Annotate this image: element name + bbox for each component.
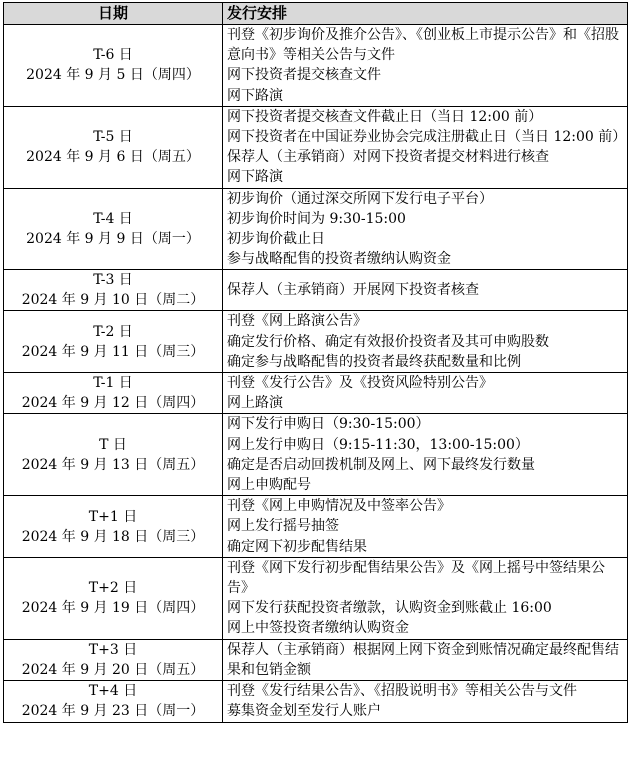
- date-label: 2024 年 9 月 11 日（周三）: [21, 343, 205, 360]
- day-label: T-3 日: [93, 272, 133, 289]
- date-label: 2024 年 9 月 10 日（周二）: [21, 292, 205, 309]
- date-cell: [4, 414, 223, 496]
- schedule-item: 网下路演: [227, 169, 283, 186]
- header-row: [4, 3, 628, 25]
- table-row: [4, 106, 628, 188]
- date-cell: [4, 270, 223, 311]
- table-row: [4, 373, 628, 414]
- schedule-cell: [223, 414, 628, 496]
- day-label: T 日: [99, 436, 127, 453]
- date-cell: [4, 311, 223, 373]
- date-cell: [4, 496, 223, 558]
- date-cell: [4, 373, 223, 414]
- date-cell: [4, 188, 223, 270]
- schedule-item: 网下投资者提交核查文件截止日（当日 12:00 前）: [227, 108, 543, 125]
- table-row: [4, 311, 628, 373]
- table-row: [4, 681, 628, 722]
- date-label: 2024 年 9 月 18 日（周三）: [21, 528, 205, 545]
- schedule-cell: [223, 373, 628, 414]
- table-row: [4, 270, 628, 311]
- header-schedule: 发行安排: [223, 3, 628, 25]
- date-label: 2024 年 9 月 9 日（周一）: [26, 231, 200, 248]
- date-cell: [4, 557, 223, 639]
- schedule-item: 网下发行申购日（9:30-15:00）: [227, 416, 430, 433]
- schedule-item: 确定参与战略配售的投资者最终获配数量和比例: [227, 353, 521, 370]
- day-label: T-4 日: [93, 211, 133, 228]
- schedule-item: 保荐人（主承销商）开展网下投资者核查: [227, 282, 479, 299]
- schedule-item: 刊登《网上路演公告》: [227, 313, 367, 330]
- schedule-cell: [223, 639, 628, 680]
- schedule-item: 初步询价（通过深交所网下发行电子平台）: [227, 190, 493, 207]
- schedule-item: 初步询价时间为 9:30-15:00: [227, 210, 406, 227]
- date-label: 2024 年 9 月 12 日（周四）: [21, 395, 205, 412]
- day-label: T+3 日: [88, 641, 138, 658]
- date-label: 2024 年 9 月 13 日（周五）: [21, 456, 205, 473]
- schedule-item: 网上申购配号: [227, 477, 311, 494]
- schedule-item: 募集资金划至发行人账户: [227, 703, 381, 720]
- schedule-cell: [223, 25, 628, 107]
- schedule-cell: [223, 188, 628, 270]
- schedule-item: 网上中签投资者缴纳认购资金: [227, 620, 409, 637]
- day-label: T+4 日: [88, 683, 138, 700]
- schedule-item: 确定是否启动回拨机制及网上、网下最终发行数量: [227, 456, 535, 473]
- schedule-item: 确定发行价格、确定有效报价投资者及其可申购股数: [227, 333, 549, 350]
- schedule-item: 网下路演: [227, 87, 283, 104]
- schedule-item: 参与战略配售的投资者缴纳认购资金: [227, 251, 451, 268]
- day-label: T-2 日: [93, 323, 133, 340]
- schedule-item: 网下投资者在中国证券业协会完成注册截止日（当日 12:00 前）: [227, 129, 627, 146]
- date-cell: [4, 681, 223, 722]
- schedule-item: 网上发行申购日（9:15-11:30，13:00-15:00）: [227, 436, 529, 453]
- schedule-item: 刊登《网下发行初步配售结果公告》及《网上摇号中签结果公告》: [227, 559, 605, 597]
- schedule-item: 初步询价截止日: [227, 231, 325, 248]
- date-label: 2024 年 9 月 20 日（周五）: [21, 661, 205, 678]
- day-label: T-6 日: [93, 47, 133, 64]
- day-label: T-1 日: [93, 375, 133, 392]
- date-label: 2024 年 9 月 6 日（周五）: [26, 149, 200, 166]
- schedule-item: 刊登《发行公告》及《投资风险特别公告》: [227, 375, 493, 392]
- schedule-cell: [223, 106, 628, 188]
- table-row: [4, 25, 628, 107]
- date-cell: [4, 639, 223, 680]
- date-cell: [4, 25, 223, 107]
- schedule-cell: [223, 311, 628, 373]
- schedule-cell: [223, 557, 628, 639]
- schedule-item: 刊登《发行结果公告》、《招股说明书》等相关公告与文件: [227, 683, 577, 700]
- day-label: T+2 日: [88, 580, 138, 597]
- date-label: 2024 年 9 月 5 日（周四）: [26, 67, 200, 84]
- schedule-cell: [223, 496, 628, 558]
- schedule-item: 刊登《初步询价及推介公告》、《创业板上市提示公告》和《招股意向书》等相关公告与文件: [227, 27, 619, 64]
- date-label: 2024 年 9 月 23 日（周一）: [21, 703, 205, 720]
- schedule-item: 网上路演: [227, 395, 283, 412]
- schedule-cell: [223, 270, 628, 311]
- schedule-item: 网下发行获配投资者缴款，认购资金到账截止 16:00: [227, 600, 552, 617]
- schedule-item: 保荐人（主承销商）对网下投资者提交材料进行核查: [227, 149, 549, 166]
- table-row: [4, 414, 628, 496]
- schedule-item: 网上发行摇号抽签: [227, 518, 339, 535]
- schedule-item: 网下投资者提交核查文件: [227, 67, 381, 84]
- day-label: T-5 日: [93, 129, 133, 146]
- schedule-item: 保荐人（主承销商）根据网上网下资金到账情况确定最终配售结果和包销金额: [227, 641, 619, 678]
- date-label: 2024 年 9 月 19 日（周四）: [21, 600, 205, 617]
- table-row: [4, 496, 628, 558]
- issuance-schedule-table: [3, 2, 628, 723]
- header-date: 日期: [4, 3, 223, 25]
- schedule-cell: [223, 681, 628, 722]
- day-label: T+1 日: [88, 508, 138, 525]
- table-row: [4, 639, 628, 680]
- schedule-item: 刊登《网上申购情况及中签率公告》: [227, 498, 451, 515]
- schedule-item: 确定网下初步配售结果: [227, 538, 367, 555]
- table-row: [4, 557, 628, 639]
- date-cell: [4, 106, 223, 188]
- table-row: [4, 188, 628, 270]
